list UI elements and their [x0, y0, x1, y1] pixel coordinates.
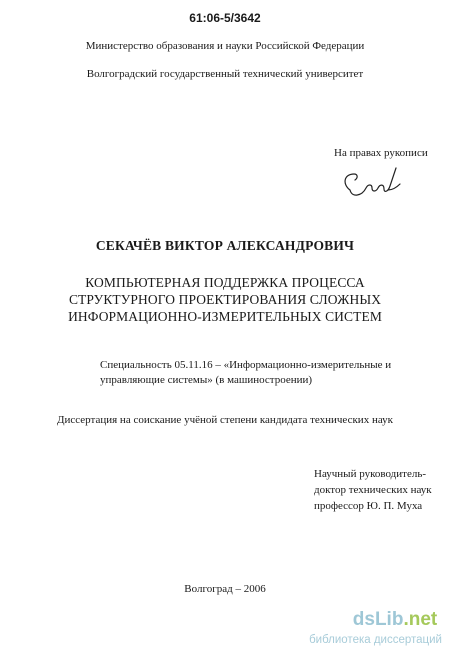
supervisor-line-3: профессор Ю. П. Муха: [314, 500, 423, 512]
watermark-logo-main: dsLib: [352, 609, 404, 630]
dslib-watermark-logo: [348, 610, 442, 630]
author-name: СЕКАЧЁВ ВИКТОР АЛЕКСАНДРОВИЧ: [95, 238, 355, 253]
registration-code: 61:06-5/3642: [189, 11, 261, 25]
dissertation-title-line-2: СТРУКТУРНОГО ПРОЕКТИРОВАНИЯ СЛОЖНЫХ: [68, 292, 382, 307]
handwritten-signature: [336, 164, 406, 204]
watermark-subtitle: библиотека диссертаций: [309, 634, 442, 646]
supervisor-line-2: доктор технических наук: [314, 484, 432, 496]
dissertation-title-line-1: КОМПЬЮТЕРНАЯ ПОДДЕРЖКА ПРОЦЕССА: [85, 275, 365, 290]
specialty-line-1: Специальность 05.11.16 – «Информационно-измерительные и: [100, 359, 392, 371]
specialty-line-2: управляющие системы» (в машиностроении): [100, 374, 313, 386]
dissertation-purpose: Диссертация на соискание учёной степени кандидата технических наук: [57, 414, 393, 426]
dissertation-title-line-3: ИНФОРМАЦИОННО-ИЗМЕРИТЕЛЬНЫХ СИСТЕМ: [68, 309, 382, 324]
supervisor-line-1: Научный руководитель-: [314, 468, 426, 480]
ministry-name: Министерство образования и науки Российской Федерации: [85, 40, 365, 52]
watermark-logo-tld: .net: [403, 609, 438, 630]
university-name: Волгоградский государственный технический университет: [86, 68, 364, 80]
city-year: Волгоград – 2006: [184, 583, 266, 595]
manuscript-rights-note: На правах рукописи: [334, 147, 428, 159]
